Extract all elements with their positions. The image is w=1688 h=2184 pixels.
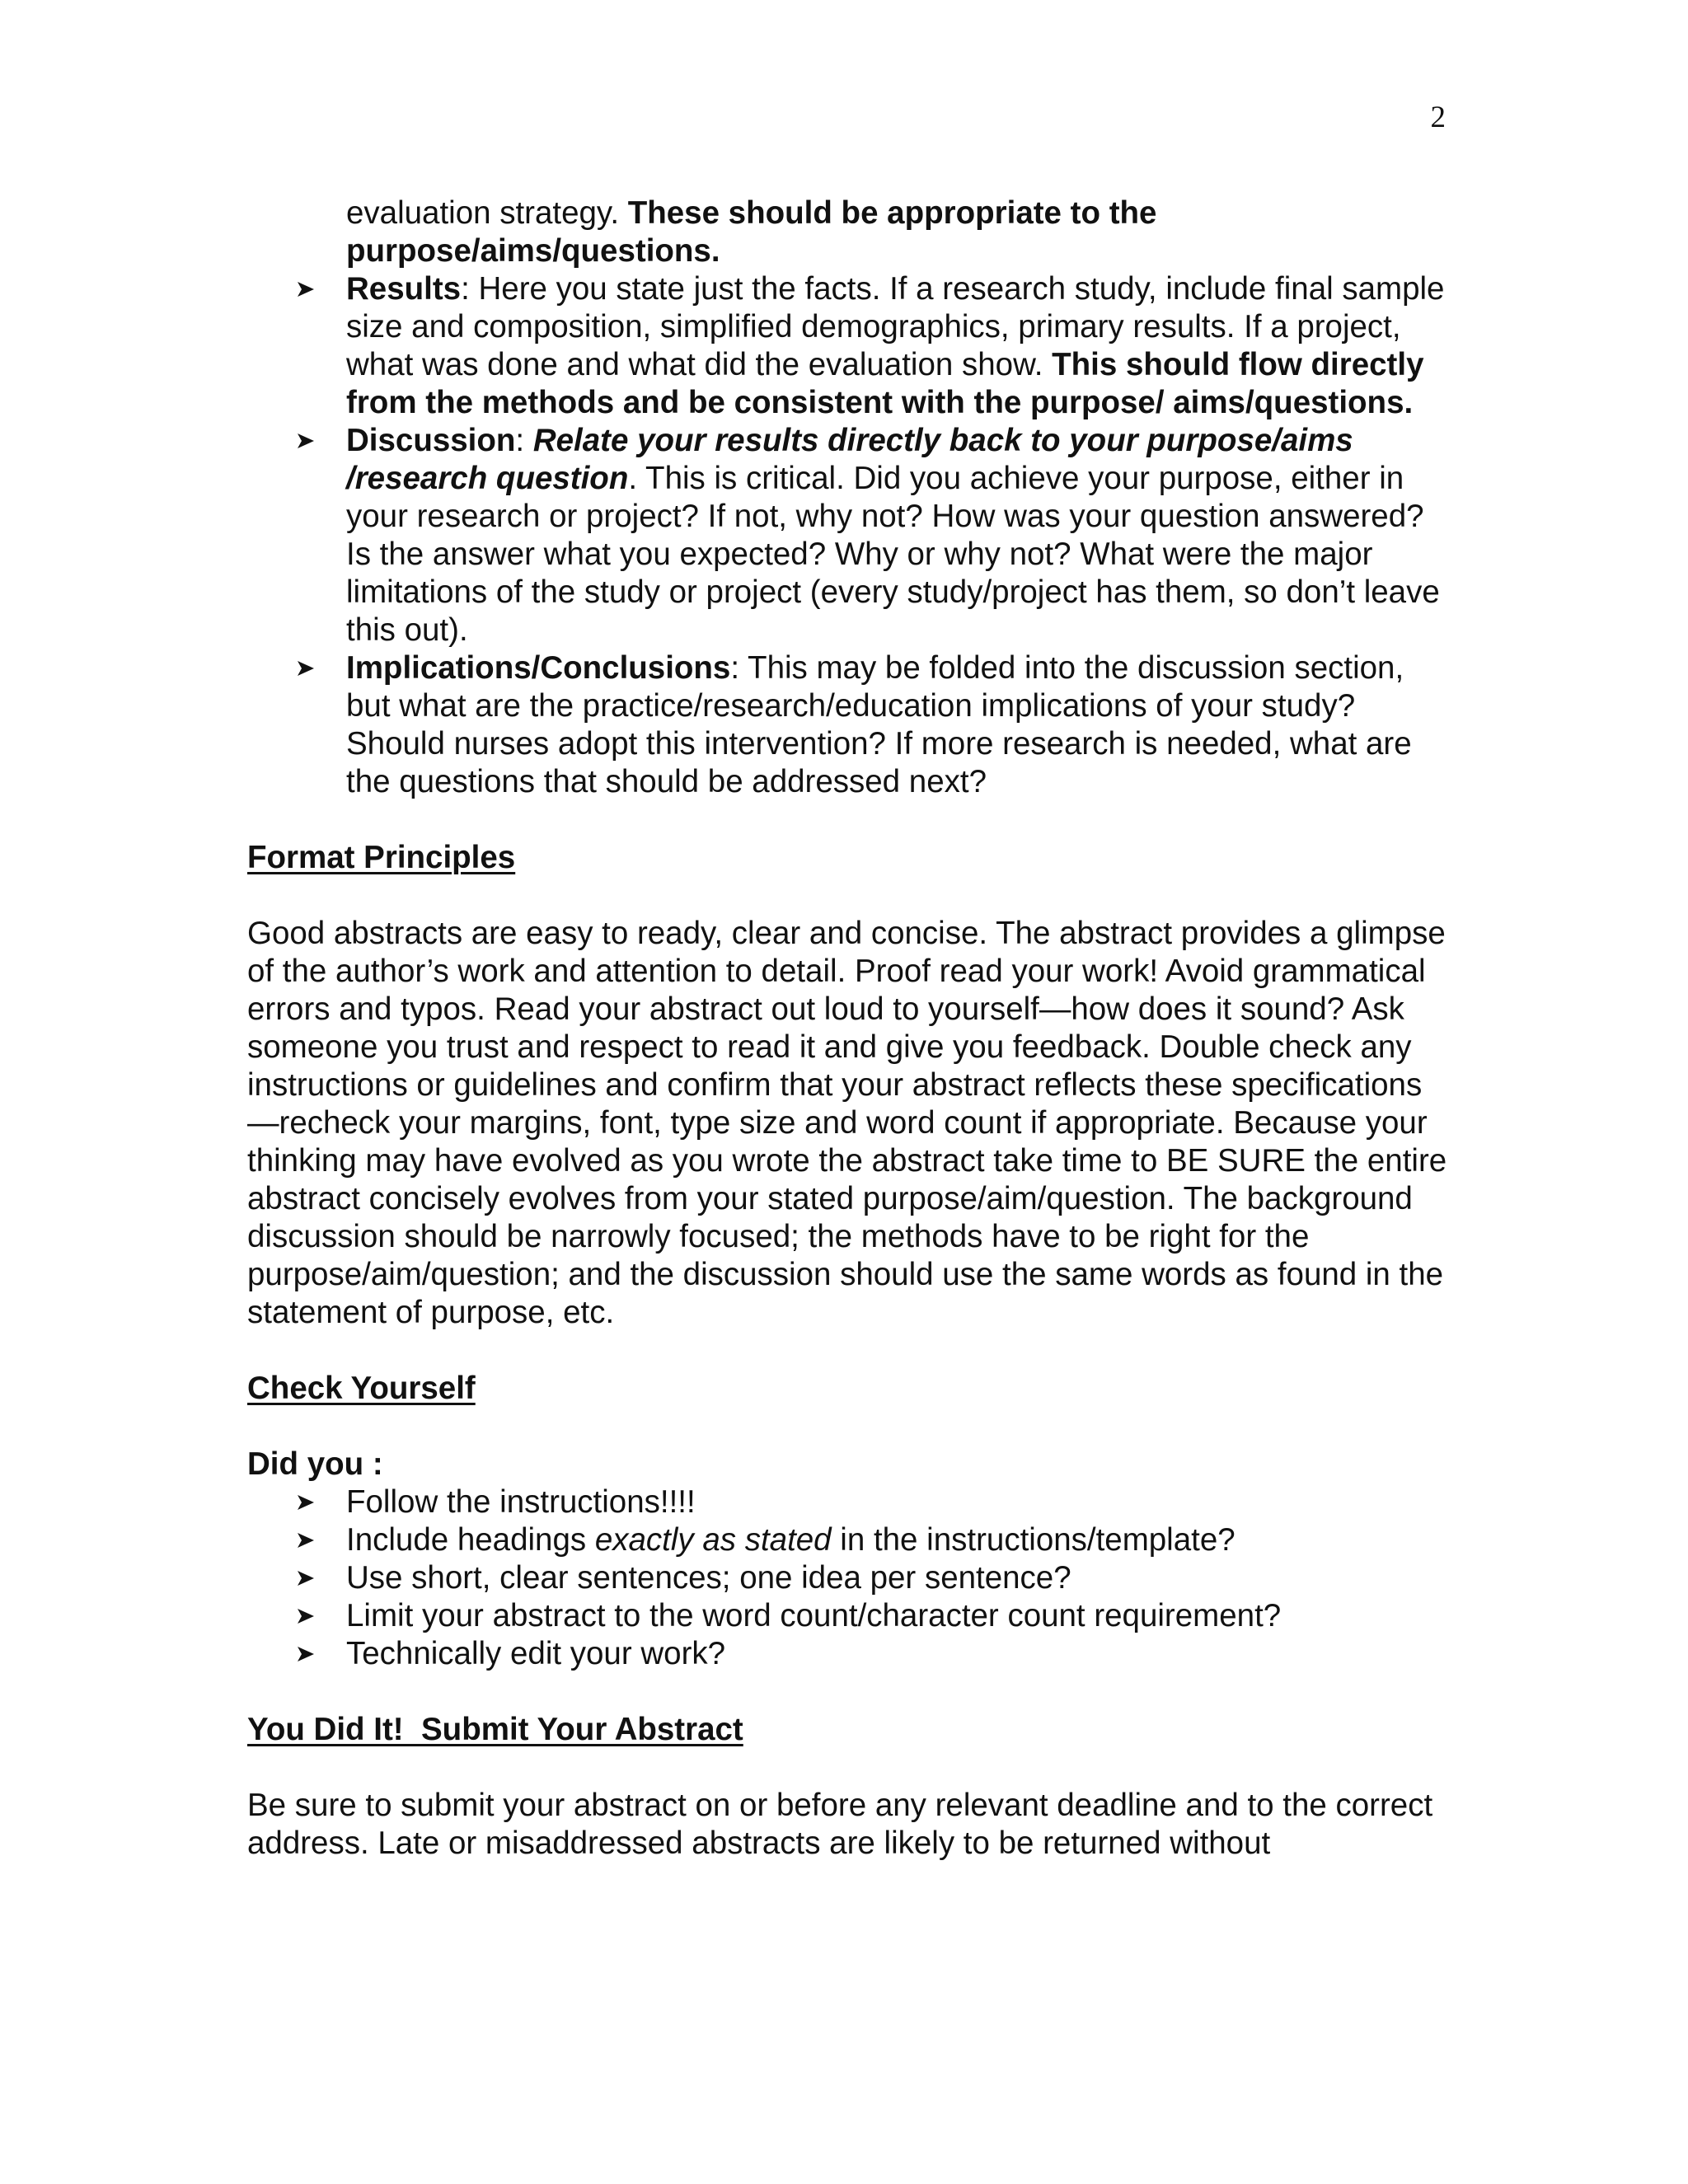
list-item-discussion: [247, 422, 1451, 649]
arrowhead-bullet-icon: [297, 1646, 315, 1662]
format-principles-heading: [247, 839, 1451, 877]
arrowhead-bullet-icon: [297, 1494, 315, 1511]
results-text: Here you state just the facts. If a research study, include final sample size and composition, simplified demographics, primary results. If a project, what was done and what did the evaluation show.: [346, 271, 1445, 382]
abstract-section-list: [247, 270, 1451, 801]
arrowhead-bullet-icon: [297, 1608, 315, 1624]
check-yourself-intro: Did you :: [247, 1446, 383, 1482]
check-yourself-heading: [247, 1370, 1451, 1408]
arrowhead-bullet-icon: [297, 1532, 315, 1549]
implications-term: Implications/Conclusions: [346, 650, 731, 686]
arrowhead-bullet-icon: [297, 1570, 315, 1586]
results-separator: :: [461, 271, 479, 307]
checklist-item-text: Include headings: [346, 1522, 595, 1558]
list-item-implications: [247, 649, 1451, 801]
checklist-item-text: Follow the instructions!!!!: [346, 1484, 696, 1520]
checklist-item: [247, 1483, 1451, 1521]
implications-separator: :: [730, 650, 748, 686]
arrowhead-bullet-icon: [297, 433, 315, 449]
check-yourself-heading-text: Check Yourself: [247, 1371, 476, 1406]
submit-heading: [247, 1711, 1451, 1749]
continued-text: evaluation strategy.: [346, 195, 628, 231]
discussion-emphasis: Relate your results directly back to your purpose/aims /research question: [346, 423, 1353, 496]
checklist-item: [247, 1521, 1451, 1559]
results-term: Results: [346, 271, 462, 307]
discussion-text: . This is critical. Did you achieve your purpose, either in your research or project? If not, why not? How was your question answered? Is the answer what you expected? Why or why not? What were the major limitations of the study or project (every study/project has them, so don’t leave this out).: [346, 461, 1440, 648]
submit-paragraph: Be sure to submit your abstract on or before any relevant deadline and to the correct address. Late or misaddressed abstracts are likely to be returned without: [247, 1788, 1433, 1861]
page-number: 2: [1430, 101, 1446, 134]
continued-paragraph: [247, 194, 1451, 270]
checklist: [247, 1483, 1451, 1673]
checklist-item-text: Limit your abstract to the word count/character count requirement?: [346, 1598, 1282, 1633]
list-item-results: [247, 270, 1451, 422]
checklist-item-text: Technically edit your work?: [346, 1636, 726, 1671]
checklist-item: [247, 1597, 1451, 1635]
continued-bold-text: These should be appropriate to the purpose/aims/questions.: [346, 195, 1157, 269]
checklist-item-text: Use short, clear sentences; one idea per sentence?: [346, 1560, 1071, 1596]
submit-heading-text: You Did It! Submit Your Abstract: [247, 1712, 743, 1747]
checklist-item: [247, 1559, 1451, 1597]
discussion-separator: :: [515, 423, 533, 458]
arrowhead-bullet-icon: [297, 660, 315, 677]
format-principles-paragraph: Good abstracts are easy to ready, clear and concise. The abstract provides a glimpse of the author’s work and attention to detail. Proof read your work! Avoid grammatical errors and typos. Read your abstract out loud to yourself—how does it sound? Ask someone you trust and respect to read it and give you feedback. Double check any instructions or guidelines and confirm that your abstract reflects these specifications—recheck your margins, font, type size and word count if appropriate. Because your thinking may have evolved as you wrote the abstract take time to BE SURE the entire abstract concisely evolves from your stated purpose/aim/question. The background discussion should be narrowly focused; the methods have to be right for the purpose/aim/question; and the discussion should use the same words as found in the statement of purpose, etc.: [247, 916, 1447, 1330]
checklist-item: [247, 1635, 1451, 1673]
format-principles-heading-text: Format Principles: [247, 840, 516, 875]
implications-text: This may be folded into the discussion section, but what are the practice/research/education implications of your study? Should nurses adopt this intervention? If more research is needed, what are the questions that should be addressed next?: [346, 650, 1412, 799]
discussion-term: Discussion: [346, 423, 516, 458]
results-bold-text: This should flow directly from the methods and be consistent with the purpose/ aims/questions.: [346, 347, 1424, 420]
checklist-item-emphasis: exactly as stated: [594, 1522, 832, 1558]
arrowhead-bullet-icon: [297, 281, 315, 298]
document-body: [247, 194, 1451, 1863]
checklist-item-text: in the instructions/template?: [831, 1522, 1236, 1558]
